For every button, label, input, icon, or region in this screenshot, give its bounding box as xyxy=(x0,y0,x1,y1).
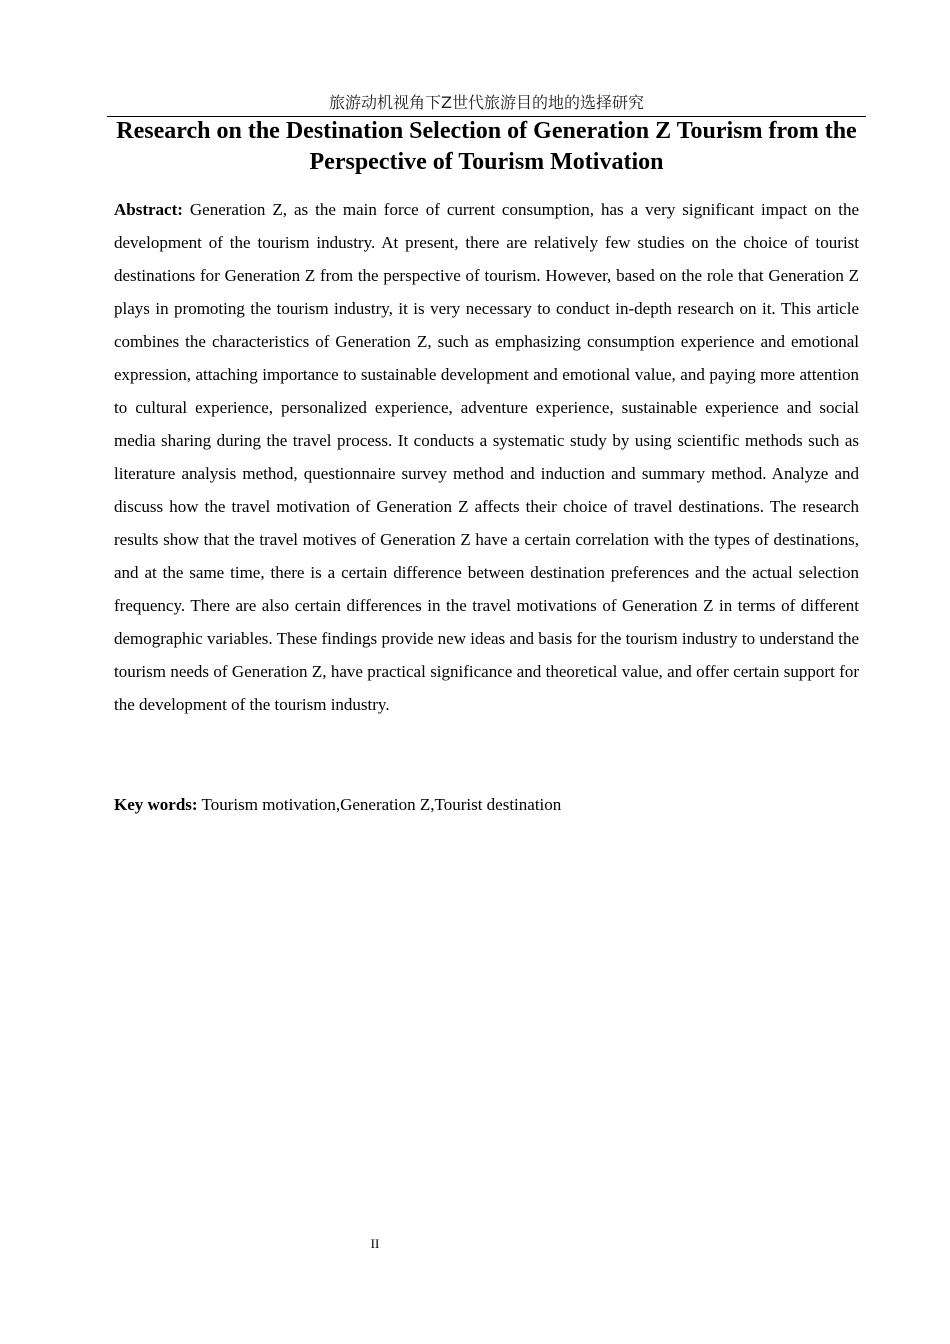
keywords-line xyxy=(114,788,859,821)
page-number: II xyxy=(370,1236,380,1251)
abstract-text: Generation Z, as the main force of current consumption, has a very significant impact on the development of the tourism industry. At present, there are relatively few studies on the choice of tourist destinations for Generation Z from the perspective of tourism. However, based on the role that Generation Z plays in promoting the tourism industry, it is very necessary to conduct in-depth research on it. This article combines the characteristics of Generation Z, such as emphasizing consumption experience and emotional expression, attaching importance to sustainable development and emotional value, and paying more attention to cultural experience, personalized experience, adventure experience, sustainable experience and social media sharing during the travel process. It conducts a systematic study by using scientific methods such as literature analysis method, questionnaire survey method and induction and summary method. Analyze and discuss how the travel motivation of Generation Z affects their choice of travel destinations. The research results show that the travel motives of Generation Z have a certain correlation with the types of destinations, and at the same time, there is a certain difference between destination preferences and the actual selection frequency. There are also certain differences in the travel motivations of Generation Z in terms of different demographic variables. These findings provide new ideas and basis for the tourism industry to understand the tourism needs of Generation Z, have practical significance and theoretical value, and offer certain support for the development of the tourism industry. xyxy=(114,200,859,714)
running-header: 旅游动机视角下Z世代旅游目的地的选择研究 xyxy=(107,92,866,117)
keywords-text: Tourism motivation,Generation Z,Tourist destination xyxy=(197,795,562,814)
keywords-label: Key words: xyxy=(114,795,198,814)
paper-title: Research on the Destination Selection of Generation Z Tourism from the Perspective of Tourism Motivation xyxy=(116,118,857,175)
abstract-paragraph xyxy=(114,193,859,721)
abstract-label: Abstract: xyxy=(114,200,183,219)
